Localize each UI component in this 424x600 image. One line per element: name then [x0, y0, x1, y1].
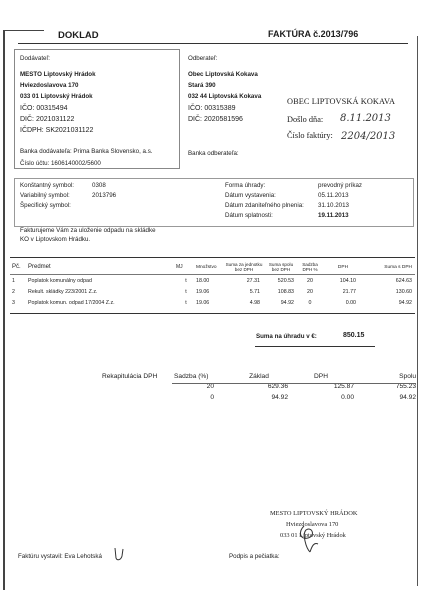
- row-no: 1: [12, 277, 15, 284]
- scan-corner-mark: [4, 30, 44, 31]
- supplier-icdph: IČDPH: SK2021031122: [20, 127, 94, 134]
- supplier-account: Číslo účtu: 1606140002/5600: [20, 160, 101, 167]
- row-item: Poplatok komun. odpad 17/2004 Z.z.: [28, 299, 115, 306]
- row-unit-price: 5.71: [249, 288, 260, 295]
- items-header-row: [12, 259, 412, 275]
- vat-recap-rate: 0: [210, 393, 214, 401]
- vat-recap-header-vat: DPH: [314, 372, 328, 380]
- vat-recap-rule: [172, 383, 416, 384]
- row-qty: 19.06: [196, 288, 210, 295]
- supplier-ico: IČO: 00315494: [20, 105, 68, 112]
- vat-recap-rate: 20: [206, 383, 214, 391]
- seal-line1: MESTO LIPTOVSKÝ HRÁDOK: [270, 510, 358, 517]
- vat-recap-total: 94.92: [399, 393, 416, 401]
- stamp-invoice-no-value: 2204/2013: [341, 131, 396, 142]
- col-header-unit-price-1: Suma za jednotku: [225, 261, 263, 267]
- vat-recap-header-row: [102, 371, 416, 382]
- header-divider: [18, 43, 408, 44]
- customer-ico: IČO: 00315389: [188, 105, 236, 112]
- row-vat: 21.77: [342, 288, 356, 295]
- received-date-value: 8.11.2013: [340, 113, 391, 124]
- vat-recap-base: 94.92: [271, 393, 288, 401]
- supplier-city: 033 01 Liptovský Hrádok: [20, 93, 93, 100]
- row-unit-price: 27.31: [246, 277, 260, 284]
- row-total: 108.83: [277, 288, 294, 295]
- customer-city: 032 44 Liptovská Kokava: [188, 93, 262, 100]
- payment-form-label: Forma úhrady:: [225, 182, 266, 189]
- vat-recap-base: 629.36: [267, 383, 288, 391]
- total-rule: [255, 346, 375, 347]
- row-total: 94.92: [280, 299, 294, 306]
- total-due-value: 850.15: [343, 332, 365, 339]
- taxable-date-label: Dátum zdaniteľného plnenia:: [225, 202, 304, 209]
- row-qty: 18.00: [196, 277, 210, 284]
- received-date-label: Došlo dňa:: [287, 115, 324, 124]
- supplier-bank: Banka dodávateľa: Prima Banka Slovensko, a.s.: [20, 148, 153, 155]
- row-unit-price: 4.98: [249, 299, 260, 306]
- row-vat: 104.10: [339, 277, 356, 284]
- total-due-label: Suma na úhradu v €:: [256, 333, 317, 340]
- issuer-initial-mark: [112, 546, 126, 562]
- customer-name: Obec Liptovská Kokava: [188, 71, 258, 78]
- intro-text-line2: KO v Liptovskom Hrádku.: [20, 236, 91, 243]
- specific-symbol-label: Špecifický symbol:: [20, 202, 71, 209]
- row-unit: t: [185, 299, 187, 306]
- supplier-dic: DIČ: 2021031122: [20, 116, 75, 123]
- row-qty: 19.06: [196, 299, 210, 306]
- due-date-value: 19.11.2013: [318, 212, 349, 219]
- scan-right-edge: [417, 36, 418, 586]
- col-header-vat: DPH: [337, 264, 349, 270]
- col-header-with-vat: Suma s DPH: [384, 264, 412, 270]
- row-rate: 20: [307, 288, 313, 295]
- seal-line3: 033 01 Liptovský Hrádok: [280, 532, 346, 539]
- issue-date-value: 05.11.2013: [318, 192, 349, 199]
- row-with-vat: 130.60: [395, 288, 412, 295]
- signature-mark: [294, 522, 324, 556]
- col-header-total-2: bez DPH: [271, 267, 291, 272]
- taxable-date-value: 31.10.2013: [318, 202, 349, 209]
- col-header-unit: MJ: [176, 264, 183, 270]
- items-bottom-rule: [10, 313, 415, 314]
- supplier-street: Hviezdoslavova 170: [20, 82, 79, 89]
- customer-bank: Banka odberateľa:: [188, 150, 239, 157]
- seal-line2: Hviezdoslavova 170: [286, 521, 339, 528]
- constant-symbol-value: 0308: [92, 182, 106, 189]
- col-header-rate-2: DPH %: [302, 267, 318, 272]
- items-header-rule: [10, 274, 415, 275]
- row-rate: 20: [307, 277, 313, 284]
- col-header-item: Predmet: [28, 264, 51, 270]
- payment-form-value: prevodný príkaz: [318, 182, 363, 189]
- signature-label: Podpis a pečiatka:: [229, 553, 280, 560]
- invoice-title: FAKTÚRA č.2013/796: [268, 29, 359, 39]
- items-top-rule: [10, 257, 415, 258]
- customer-street: Stará 390: [188, 82, 216, 89]
- stamp-invoice-no-label: Číslo faktúry:: [287, 131, 333, 140]
- vat-recap-header-total: Spolu: [399, 372, 416, 380]
- row-no: 3: [12, 299, 15, 306]
- received-stamp-name: OBEC LIPTOVSKÁ KOKAVA: [287, 97, 396, 106]
- row-no: 2: [12, 288, 15, 295]
- row-item: Rekult. skládky 223/2001 Z.z.: [28, 288, 98, 295]
- col-header-unit-price: [224, 259, 264, 275]
- row-with-vat: 94.92: [398, 299, 412, 306]
- supplier-name: MESTO Liptovský Hrádok: [20, 71, 96, 78]
- col-header-rate-1: Sadzba: [302, 261, 318, 267]
- items-table: [12, 259, 412, 308]
- variable-symbol-label: Variabilný symbol:: [20, 192, 70, 199]
- col-header-no: Pč.: [12, 264, 21, 270]
- doc-label: DOKLAD: [58, 30, 99, 41]
- vat-recap-label: Rekapitulácia DPH: [102, 372, 158, 380]
- col-header-rate: [298, 259, 322, 275]
- row-total: 520.53: [277, 277, 294, 284]
- table-row: [12, 275, 412, 286]
- vat-recap-header-base: Základ: [249, 372, 269, 380]
- variable-symbol-value: 2013796: [92, 192, 117, 199]
- table-row: [12, 286, 412, 297]
- row-with-vat: 624.63: [395, 277, 412, 284]
- supplier-label: Dodávateľ:: [20, 55, 51, 62]
- row-unit: t: [185, 288, 187, 295]
- col-header-qty: Množstvo: [196, 264, 217, 270]
- row-item: Poplatok komunálny odpad: [28, 277, 92, 284]
- table-row: [12, 297, 412, 308]
- intro-text-line1: Fakturujeme Vám za uloženie odpadu na skládke: [20, 227, 156, 234]
- vat-recap-row: [102, 392, 416, 403]
- due-date-label: Dátum splatnosti:: [225, 212, 273, 219]
- col-header-unit-price-2: bez DPH: [234, 267, 254, 272]
- scan-left-edge: [3, 30, 5, 590]
- vat-recap-vat: 125.87: [333, 383, 354, 391]
- vat-recap-total: 755.23: [395, 383, 416, 391]
- col-header-total: [264, 259, 298, 275]
- issue-date-label: Dátum vystavenia:: [225, 192, 276, 199]
- constant-symbol-label: Konštantný symbol:: [20, 182, 74, 189]
- customer-dic: DIČ: 2020581596: [188, 116, 243, 123]
- customer-label: Odberateľ:: [188, 55, 218, 62]
- col-header-total-1: Suma spolu: [268, 261, 294, 267]
- vat-recap-header-rate: Sadzba (%): [174, 372, 209, 380]
- issued-by: Faktúru vystavil: Eva Lehotská: [18, 553, 102, 560]
- vat-recap-vat: 0.00: [341, 393, 354, 401]
- row-unit: t: [185, 277, 187, 284]
- row-rate: 0: [308, 299, 312, 306]
- row-vat: 0.00: [345, 299, 356, 306]
- vat-recap-table: [102, 371, 416, 403]
